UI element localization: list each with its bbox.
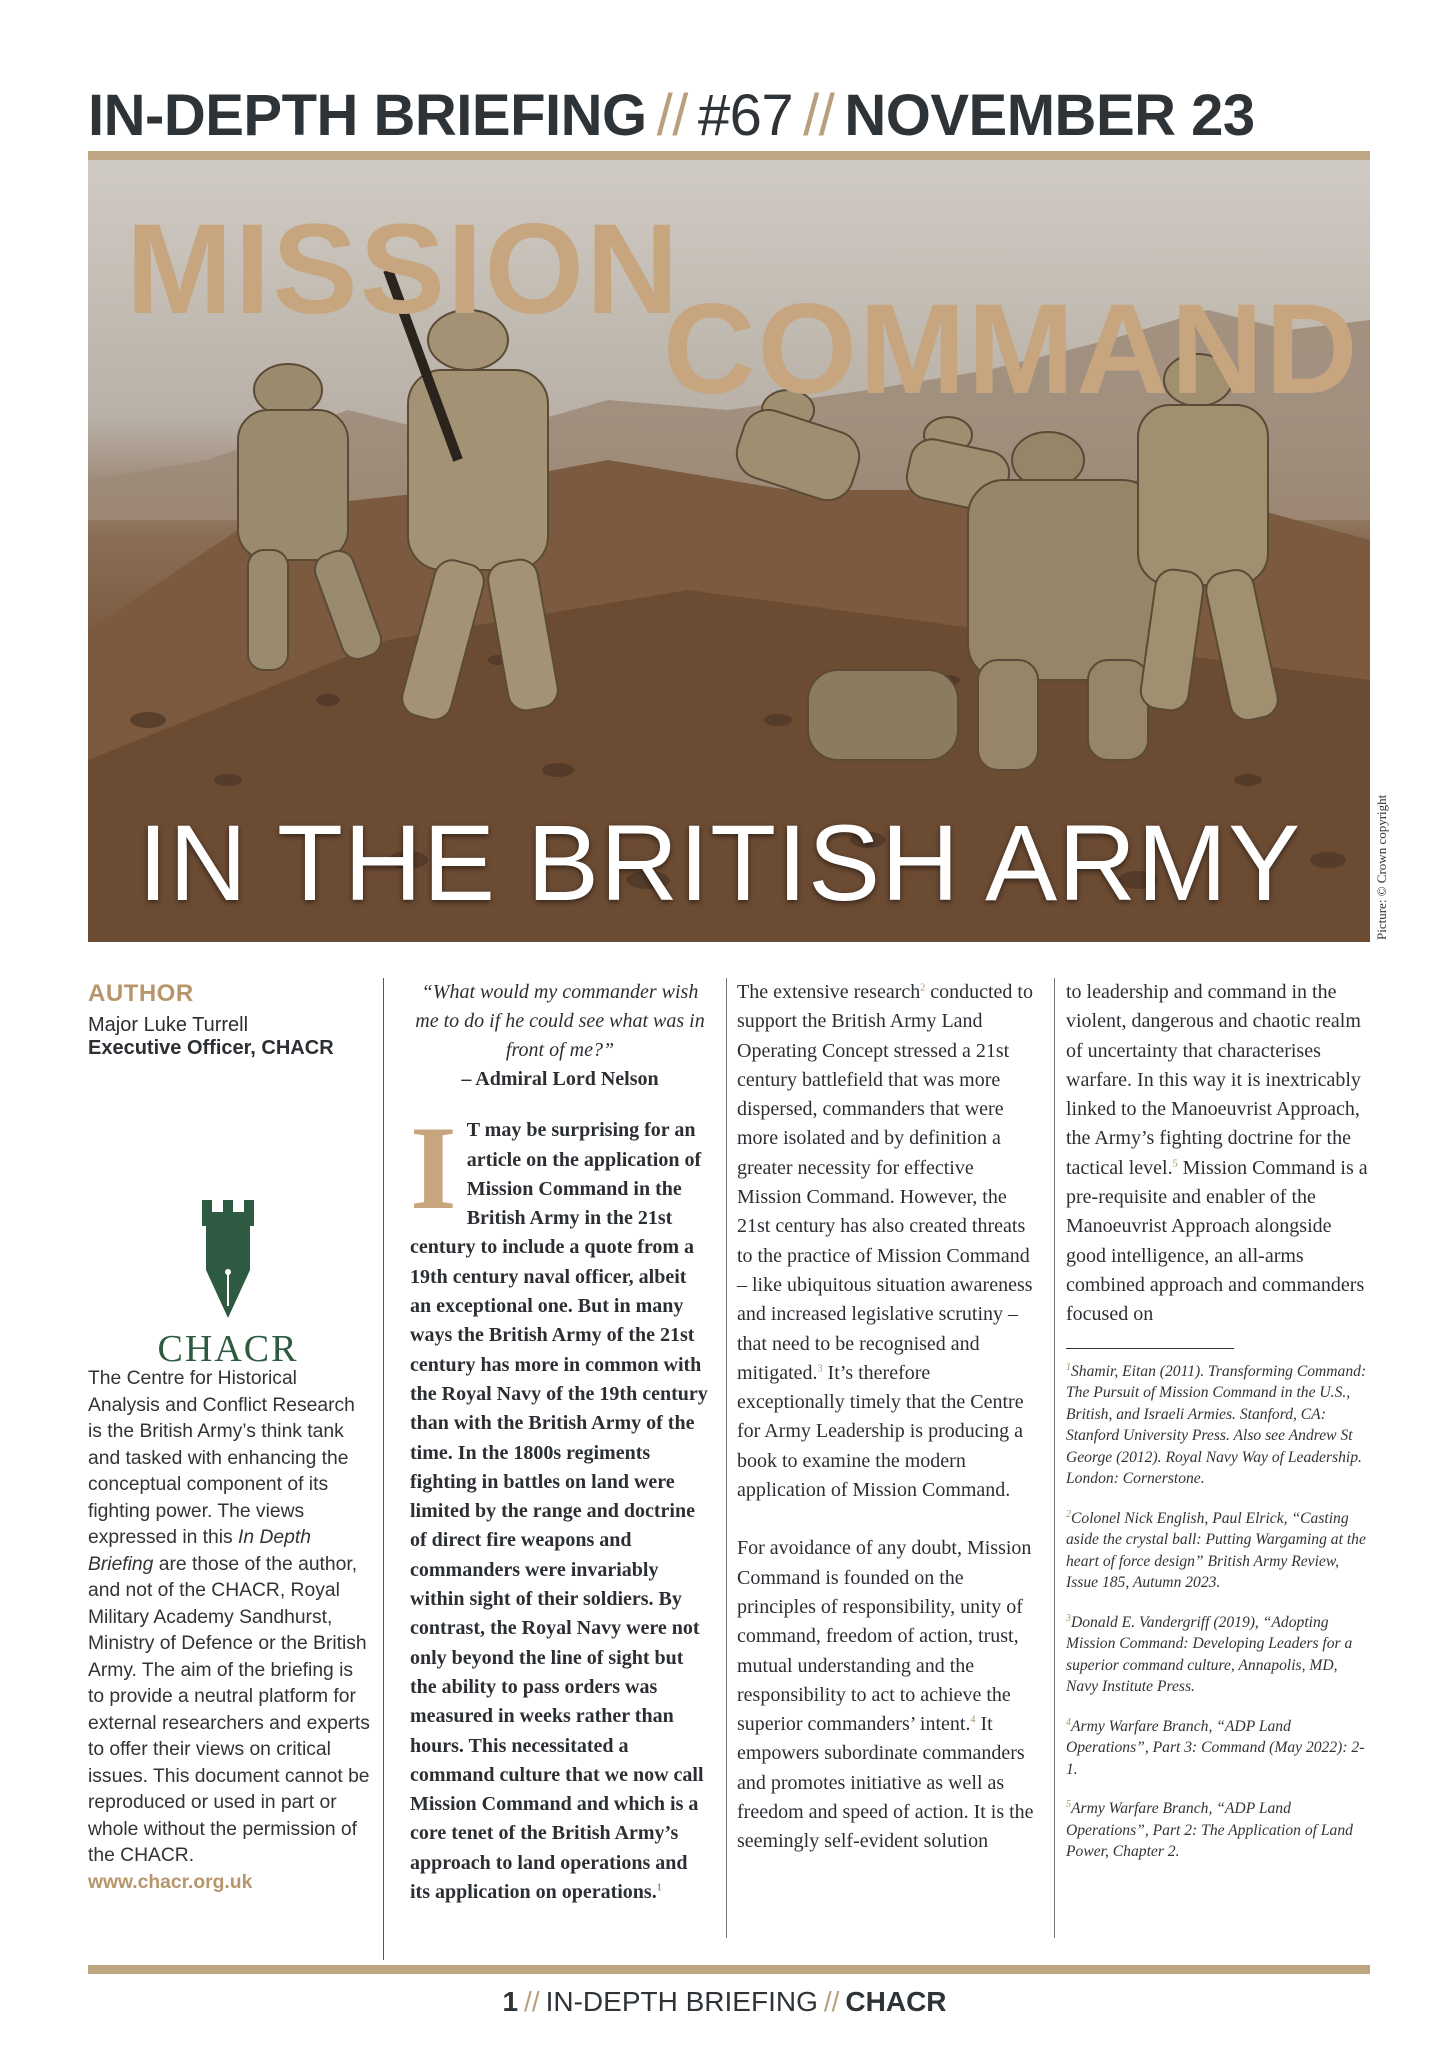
- footer-title: IN-DEPTH BRIEFING: [545, 1986, 818, 2017]
- separator: //: [803, 83, 835, 148]
- article-column-3: [1066, 978, 1370, 1881]
- footnote: $^1$Shamir, Eitan (2011). Transforming Command: The Pursuit of Mission Command in the U.S., British, and Israeli Armies. Stanford, CA: Stanford University Press. Also see Andrew St George (2012). Royal Navy Way of Leadership. London: Cornerstone.: [1066, 1361, 1367, 1488]
- author-name: Major Luke Turrell: [88, 1014, 249, 1036]
- epigraph-quote: “What would my commander wish me to do if he could see what was in front of me?”: [415, 981, 705, 1061]
- rook-pen-icon: [198, 1200, 258, 1320]
- logo-text: CHACR: [157, 1328, 299, 1370]
- footnote-ref: 3: [817, 1363, 823, 1375]
- hero-title-mission: MISSION: [126, 198, 681, 341]
- about-text: The Centre for Historical Analysis and Conflict Research is the British Army’s think tank and tasked with enhancing the conceptual component of its fighting power. The views expressed in this In Depth Briefing are those of the author, and not of the CHACR, Royal Military Academy Sandhurst, Ministry of Defence or the British Army. The aim of the briefing is to provide a neutral platform for external researchers and experts to offer their views on critical issues. This document cannot be reproduced or used in part or whole without the permission of the CHACR. www.chacr.org.uk: [88, 1368, 370, 1893]
- masthead: [88, 82, 1368, 149]
- top-rule: [88, 151, 1370, 160]
- page-number: 1: [502, 1986, 519, 2017]
- column-divider: [383, 978, 384, 1960]
- separator: //: [656, 83, 688, 148]
- footnote: $^2$Colonel Nick English, Paul Elrick, “Casting aside the crystal ball: Putting Wargaming at the heart of force design” British Army Review, Issue 185, Autumn 2023.: [1066, 1508, 1366, 1592]
- footnote-rule: [1066, 1348, 1234, 1349]
- bottom-rule: [88, 1965, 1370, 1974]
- photo-credit: Picture: © Crown copyright: [1374, 794, 1389, 940]
- issue-date: NOVEMBER 23: [844, 83, 1255, 148]
- issue-number: #67: [697, 83, 794, 148]
- hero-title-command: COMMAND: [663, 278, 1360, 421]
- footnote-ref: 2: [920, 982, 926, 994]
- author-role: Executive Officer, CHACR: [88, 1037, 334, 1059]
- footnote: $^5$Army Warfare Branch, “ADP Land Operations”, Part 2: The Application of Land Power, Chapter 2.: [1066, 1798, 1353, 1861]
- footnote-ref: 5: [1172, 1158, 1178, 1170]
- website-link[interactable]: www.chacr.org.uk: [88, 1871, 253, 1893]
- chacr-logo: [148, 1200, 308, 1371]
- column-divider: [1054, 978, 1055, 1938]
- drop-cap: I: [410, 1101, 457, 1235]
- paragraph: For avoidance of any doubt, Mission Command is founded on the principles of responsibility, unity of command, freedom of action, trust, mutual understanding and the responsibility to act to achieve the superior commanders’ intent.$^4$ It empowers subordinate commanders and promotes initiative as well as freedom and speed of action. It is the seemingly self-evident solution: [737, 1537, 1034, 1853]
- hero-title-british-army: IN THE BRITISH ARMY: [138, 802, 1302, 923]
- page-footer: 1 // IN-DEPTH BRIEFING // CHACR: [502, 1986, 947, 2017]
- epigraph-attribution: – Admiral Lord Nelson: [461, 1068, 659, 1090]
- footnote: $^4$Army Warfare Branch, “ADP Land Operations”, Part 3: Command (May 2022): 2-1.: [1066, 1716, 1365, 1778]
- footer-org: CHACR: [845, 1986, 947, 2017]
- lead-paragraph: I T may be surprising for an article on the application of Mission Command in the British Army in the 21st century to include a quote from a 19th century naval officer, albeit an exceptional one. But in many ways the British Army of the 21st century has more in common with the Royal Navy of the 19th century than with the British Army of the time. In the 1800s regiments fighting in battles on land were limited by the range and doctrine of direct fire weapons and commanders were invariably within sight of their soldiers. By contrast, the Royal Navy were not only beyond the line of sight but the ability to pass orders was measured in weeks rather than hours. This necessitated a command culture that we now call Mission Command and which is a core tenet of the British Army’s approach to land operations and its application on operations.$^1$: [410, 1101, 708, 1904]
- briefing-title: IN-DEPTH BRIEFING: [88, 83, 647, 148]
- article-column-1: [410, 978, 710, 1907]
- footnote: $^3$Donald E. Vandergriff (2019), “Adopting Mission Command: Developing Leaders for a superior command culture, Annapolis, MD, Navy Institute Press.: [1066, 1612, 1353, 1696]
- footnote-ref: 4: [970, 1714, 976, 1726]
- article-column-2: [737, 978, 1037, 1857]
- paragraph: to leadership and command in the violent, dangerous and chaotic realm of uncertainty that characterises warfare. In this way it is inextricably linked to the Manoeuvrist Approach, the Army’s fighting doctrine for the tactical level.$^5$ Mission Command is a pre-requisite and enabler of the Manoeuvrist Approach alongside good intelligence, an all-arms combined approach and commanders focused on: [1066, 981, 1368, 1326]
- author-sidebar: [88, 980, 370, 1893]
- paragraph: The extensive research$^2$ conducted to support the British Army Land Operating Concept stressed a 21st century battlefield that was more dispersed, commanders that were more isolated and by definition a greater necessity for effective Mission Command. However, the 21st century has also created threats to the practice of Mission Command – like ubiquitous situation awareness and increased legislative scrutiny – that need to be recognised and mitigated.$^3$ It’s therefore exceptionally timely that the Centre for Army Leadership is producing a book to examine the modern application of Mission Command.: [737, 981, 1033, 1502]
- hero-image: [88, 160, 1370, 942]
- author-label: AUTHOR: [88, 980, 194, 1007]
- footnote-ref: 1: [656, 1882, 662, 1894]
- column-divider: [726, 978, 727, 1938]
